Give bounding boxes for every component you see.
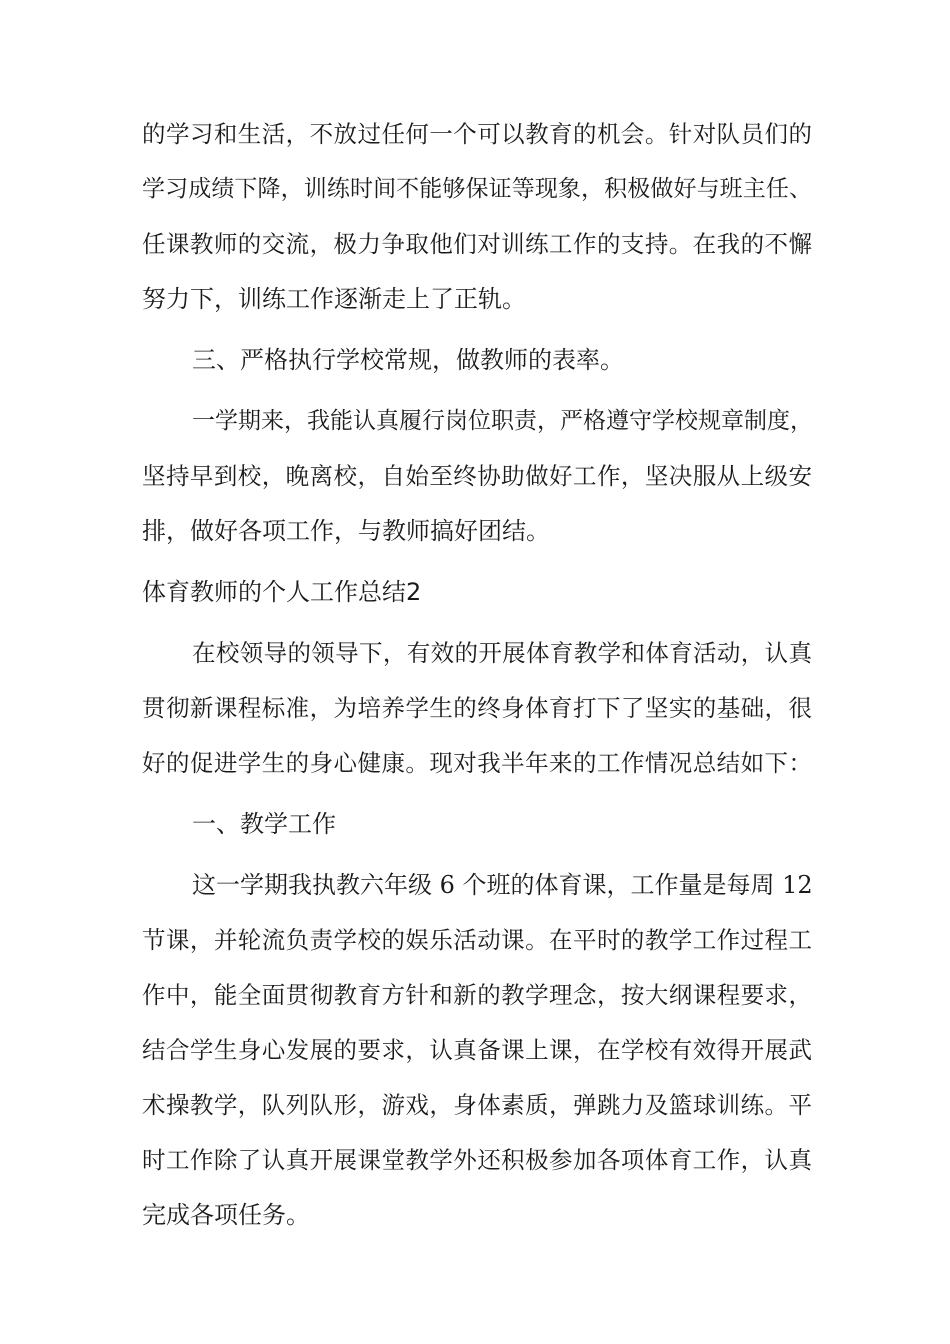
- section-heading: 一、教学工作: [192, 810, 336, 838]
- paragraph-line: 这一学期我执教六年级 6 个班的体育课，工作量是每周 12: [192, 871, 813, 899]
- paragraph-line: 好的促进学生的身心健康。现对我半年来的工作情况总结如下：: [142, 749, 812, 777]
- paragraph-line: 结合学生身心发展的要求，认真备课上课，在学校有效得开展武: [142, 1036, 812, 1064]
- paragraph-line: 坚持早到校，晚离校，自始至终协助做好工作，坚决服从上级安: [142, 462, 812, 490]
- paragraph-line: 一学期来，我能认真履行岗位职责，严格遵守学校规章制度，: [192, 408, 813, 434]
- section-heading: 三、严格执行学校常规，做教师的表率。: [192, 346, 624, 374]
- paragraph-line: 排，做好各项工作，与教师搞好团结。: [142, 517, 550, 545]
- paragraph-line: 学习成绩下降，训练时间不能够保证等现象，积极做好与班主任、: [142, 176, 812, 202]
- paragraph-line: 在校领导的领导下，有效的开展体育教学和体育活动，认真: [192, 639, 812, 667]
- paragraph-line: 时工作除了认真开展课堂教学外还积极参加各项体育工作，认真: [142, 1146, 812, 1174]
- document-title: 体育教师的个人工作总结2: [142, 578, 422, 606]
- paragraph-line: 的学习和生活，不放过任何一个可以教育的机会。针对队员们的: [142, 120, 812, 148]
- paragraph-line: 完成各项任务。: [142, 1201, 310, 1229]
- paragraph-line: 努力下，训练工作逐渐走上了正轨。: [142, 285, 526, 313]
- paragraph-line: 任课教师的交流，极力争取他们对训练工作的支持。在我的不懈: [142, 230, 812, 258]
- paragraph-line: 术操教学，队列队形，游戏，身体素质，弹跳力及篮球训练。平: [142, 1091, 812, 1119]
- paragraph-line: 作中，能全面贯彻教育方针和新的教学理念，按大纲课程要求，: [142, 981, 812, 1009]
- paragraph-line: 节课，并轮流负责学校的娱乐活动课。在平时的教学工作过程工: [142, 926, 812, 954]
- paragraph-line: 贯彻新课程标准，为培养学生的终身体育打下了坚实的基础，很: [142, 694, 812, 722]
